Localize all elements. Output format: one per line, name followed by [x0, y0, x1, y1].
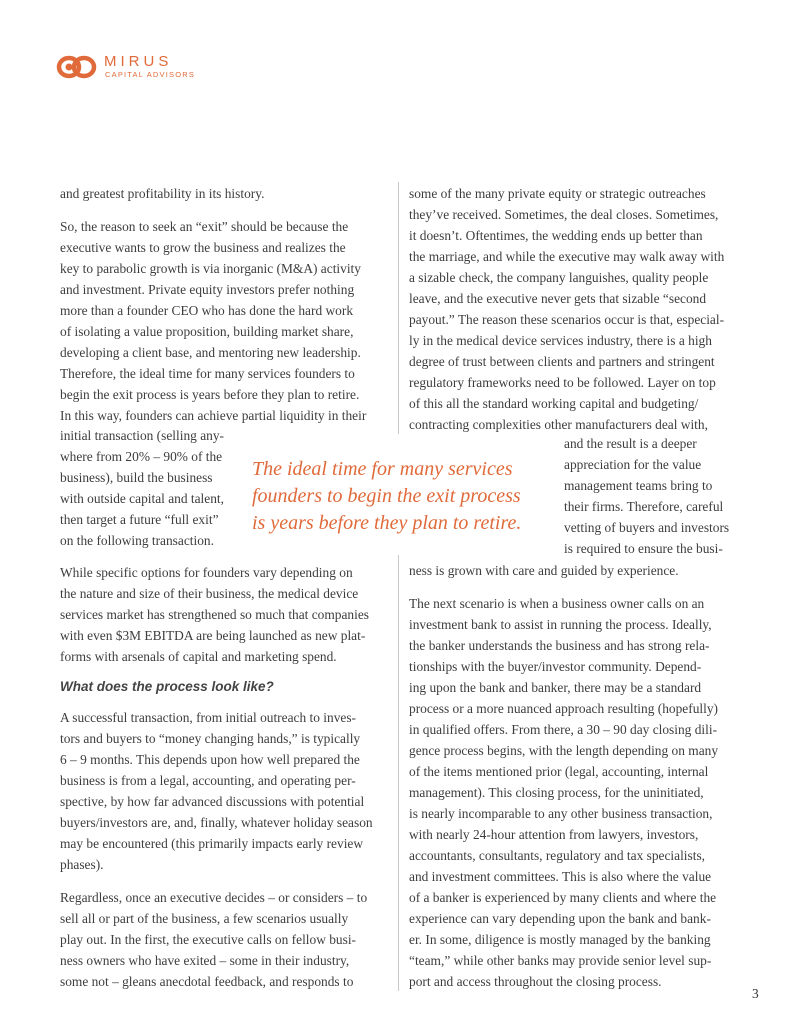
right-column-lower	[409, 560, 739, 992]
text-line: phases).	[60, 857, 104, 872]
pull-quote-line: founders to begin the exit process	[252, 485, 521, 507]
text-line: er. In some, diligence is mostly managed by the banking	[409, 932, 711, 947]
text-line: with nearly 24-hour attention from lawyers, investors,	[409, 827, 699, 842]
right-para-1	[409, 183, 739, 435]
text-line: is nearly incomparable to any other business transaction,	[409, 806, 713, 821]
text-line: and greatest profitability in its history.	[60, 186, 265, 201]
text-line: and the result is a deeper	[564, 436, 697, 451]
pull-quote	[252, 456, 552, 537]
left-para-4	[60, 707, 390, 875]
text-line: So, the reason to seek an “exit” should be because the	[60, 219, 349, 234]
text-line: sell all or part of the business, a few scenarios usually	[60, 911, 349, 926]
text-line: accountants, consultants, regulatory and tax specialists,	[409, 848, 705, 863]
text-line: gence process begins, with the length depending on many	[409, 743, 719, 758]
text-line: some of the many private equity or strategic outreaches	[409, 186, 706, 201]
text-line: the marriage, and while the executive may walk away with	[409, 249, 725, 264]
text-line: with outside capital and talent,	[60, 491, 224, 506]
text-line: the nature and size of their business, the medical device	[60, 586, 359, 601]
right-column-wrap	[564, 433, 754, 559]
text-line: ness is grown with care and guided by experience.	[409, 563, 679, 578]
text-line: degree of trust between clients and partners and stringent	[409, 354, 715, 369]
column-divider-bottom	[398, 555, 399, 991]
text-line: key to parabolic growth is via inorganic (M&A) activity	[60, 261, 361, 276]
text-line: leave, and the executive never gets that sizable “second	[409, 291, 707, 306]
text-line: developing a client base, and mentoring new leadership.	[60, 345, 361, 360]
section-subhead: What does the process look like?	[60, 679, 274, 694]
text-line: where from 20% – 90% of the	[60, 449, 223, 464]
left-column-lower	[60, 562, 390, 992]
brand-subtitle: CAPITAL ADVISORS	[105, 70, 196, 79]
right-para-2	[409, 593, 739, 992]
text-line: executive wants to grow the business and realizes the	[60, 240, 346, 255]
text-line: with even $3M EBITDA are being launched as new plat-	[60, 628, 366, 643]
text-line: they’ve received. Sometimes, the deal closes. Sometimes,	[409, 207, 719, 222]
text-line: ing upon the bank and banker, there may be a standard	[409, 680, 702, 695]
text-line: regulatory frameworks need to be followed. Layer on top	[409, 375, 716, 390]
left-para-2	[60, 216, 390, 426]
text-line: process or a more nuanced approach resulting (hopefully)	[409, 701, 718, 716]
text-line: and investment committees. This is also where the value	[409, 869, 712, 884]
text-line: the banker understands the business and has strong rela-	[409, 638, 710, 653]
text-line: of isolating a value proposition, building market share,	[60, 324, 354, 339]
text-line: 6 – 9 months. This depends upon how well prepared the	[60, 752, 360, 767]
left-column-upper	[60, 183, 390, 426]
text-line: A successful transaction, from initial outreach to inves-	[60, 710, 356, 725]
text-line: vetting of buyers and investors	[564, 520, 730, 535]
text-line: in qualified offers. From there, a 30 – 90 day closing dili-	[409, 722, 718, 737]
text-line: then target a future “full exit”	[60, 512, 219, 527]
text-line: of this all the standard working capital and budgeting/	[409, 396, 699, 411]
text-line: forms with arsenals of capital and marketing spend.	[60, 649, 337, 664]
right-column-upper	[409, 183, 739, 435]
brand-name: MIRUS	[104, 53, 173, 70]
text-line: tors and buyers to “money changing hands,” is typically	[60, 731, 361, 746]
text-line: experience can vary depending upon the bank and bank-	[409, 911, 711, 926]
left-column-wrap	[60, 425, 250, 551]
text-line: contracting complexities other manufacturers deal with,	[409, 417, 708, 432]
text-line: ly in the medical device services industry, there is a high	[409, 333, 712, 348]
column-divider-top	[398, 182, 399, 434]
text-line: services market has strengthened so much that companies	[60, 607, 370, 622]
text-line: buyers/investors are, and, finally, whatever holiday season	[60, 815, 373, 830]
text-line: appreciation for the value	[564, 457, 702, 472]
left-para-5	[60, 887, 390, 992]
text-line: and investment. Private equity investors prefer nothing	[60, 282, 355, 297]
text-line: The next scenario is when a business owner calls on an	[409, 596, 705, 611]
text-line: may be encountered (this primarily impacts early review	[60, 836, 364, 851]
text-line: more than a founder CEO who has done the hard work	[60, 303, 354, 318]
text-line: port and access throughout the closing process.	[409, 974, 662, 989]
text-line: their firms. Therefore, careful	[564, 499, 724, 514]
pull-quote-line: The ideal time for many services	[252, 458, 513, 480]
text-line: management teams bring to	[564, 478, 713, 493]
text-line: tionships with the buyer/investor community. Depend-	[409, 659, 702, 674]
text-line: some not – gleans anecdotal feedback, and responds to	[60, 974, 354, 989]
text-line: Therefore, the ideal time for many services founders to	[60, 366, 355, 381]
text-line: a sizable check, the company languishes, quality people	[409, 270, 709, 285]
text-line: Regardless, once an executive decides – or considers – to	[60, 890, 368, 905]
text-line: business is from a legal, accounting, and operating per-	[60, 773, 356, 788]
text-line: is required to ensure the busi-	[564, 541, 723, 556]
mirus-logo	[56, 52, 256, 82]
text-line: business), build the business	[60, 470, 213, 485]
text-line: on the following transaction.	[60, 533, 214, 548]
text-line: of a banker is experienced by many clients and where the	[409, 890, 717, 905]
left-para-1	[60, 183, 390, 204]
text-line: ness owners who have exited – some in their industry,	[60, 953, 350, 968]
text-line: play out. In the first, the executive calls on fellow busi-	[60, 932, 356, 947]
page-number: 3	[752, 986, 759, 1001]
text-line: In this way, founders can achieve partial liquidity in their	[60, 408, 367, 423]
text-line: While specific options for founders vary depending on	[60, 565, 353, 580]
text-line: of the items mentioned prior (legal, accounting, internal	[409, 764, 709, 779]
text-line: it doesn’t. Oftentimes, the wedding ends up better than	[409, 228, 703, 243]
left-para-3	[60, 562, 390, 667]
text-line: investment bank to assist in running the process. Ideally,	[409, 617, 712, 632]
text-line: begin the exit process is years before they plan to retire.	[60, 387, 360, 402]
mirus-logo-mark-icon	[56, 54, 98, 80]
text-line: initial transaction (selling any-	[60, 428, 224, 443]
text-line: spective, by how far advanced discussions with potential	[60, 794, 365, 809]
text-line: “team,” while other banks may provide senior level sup-	[409, 953, 712, 968]
right-para-1-end	[409, 560, 739, 581]
text-line: payout.” The reason these scenarios occur is that, especial-	[409, 312, 725, 327]
pull-quote-line: is years before they plan to retire.	[252, 512, 522, 534]
text-line: management). This closing process, for the uninitiated,	[409, 785, 704, 800]
